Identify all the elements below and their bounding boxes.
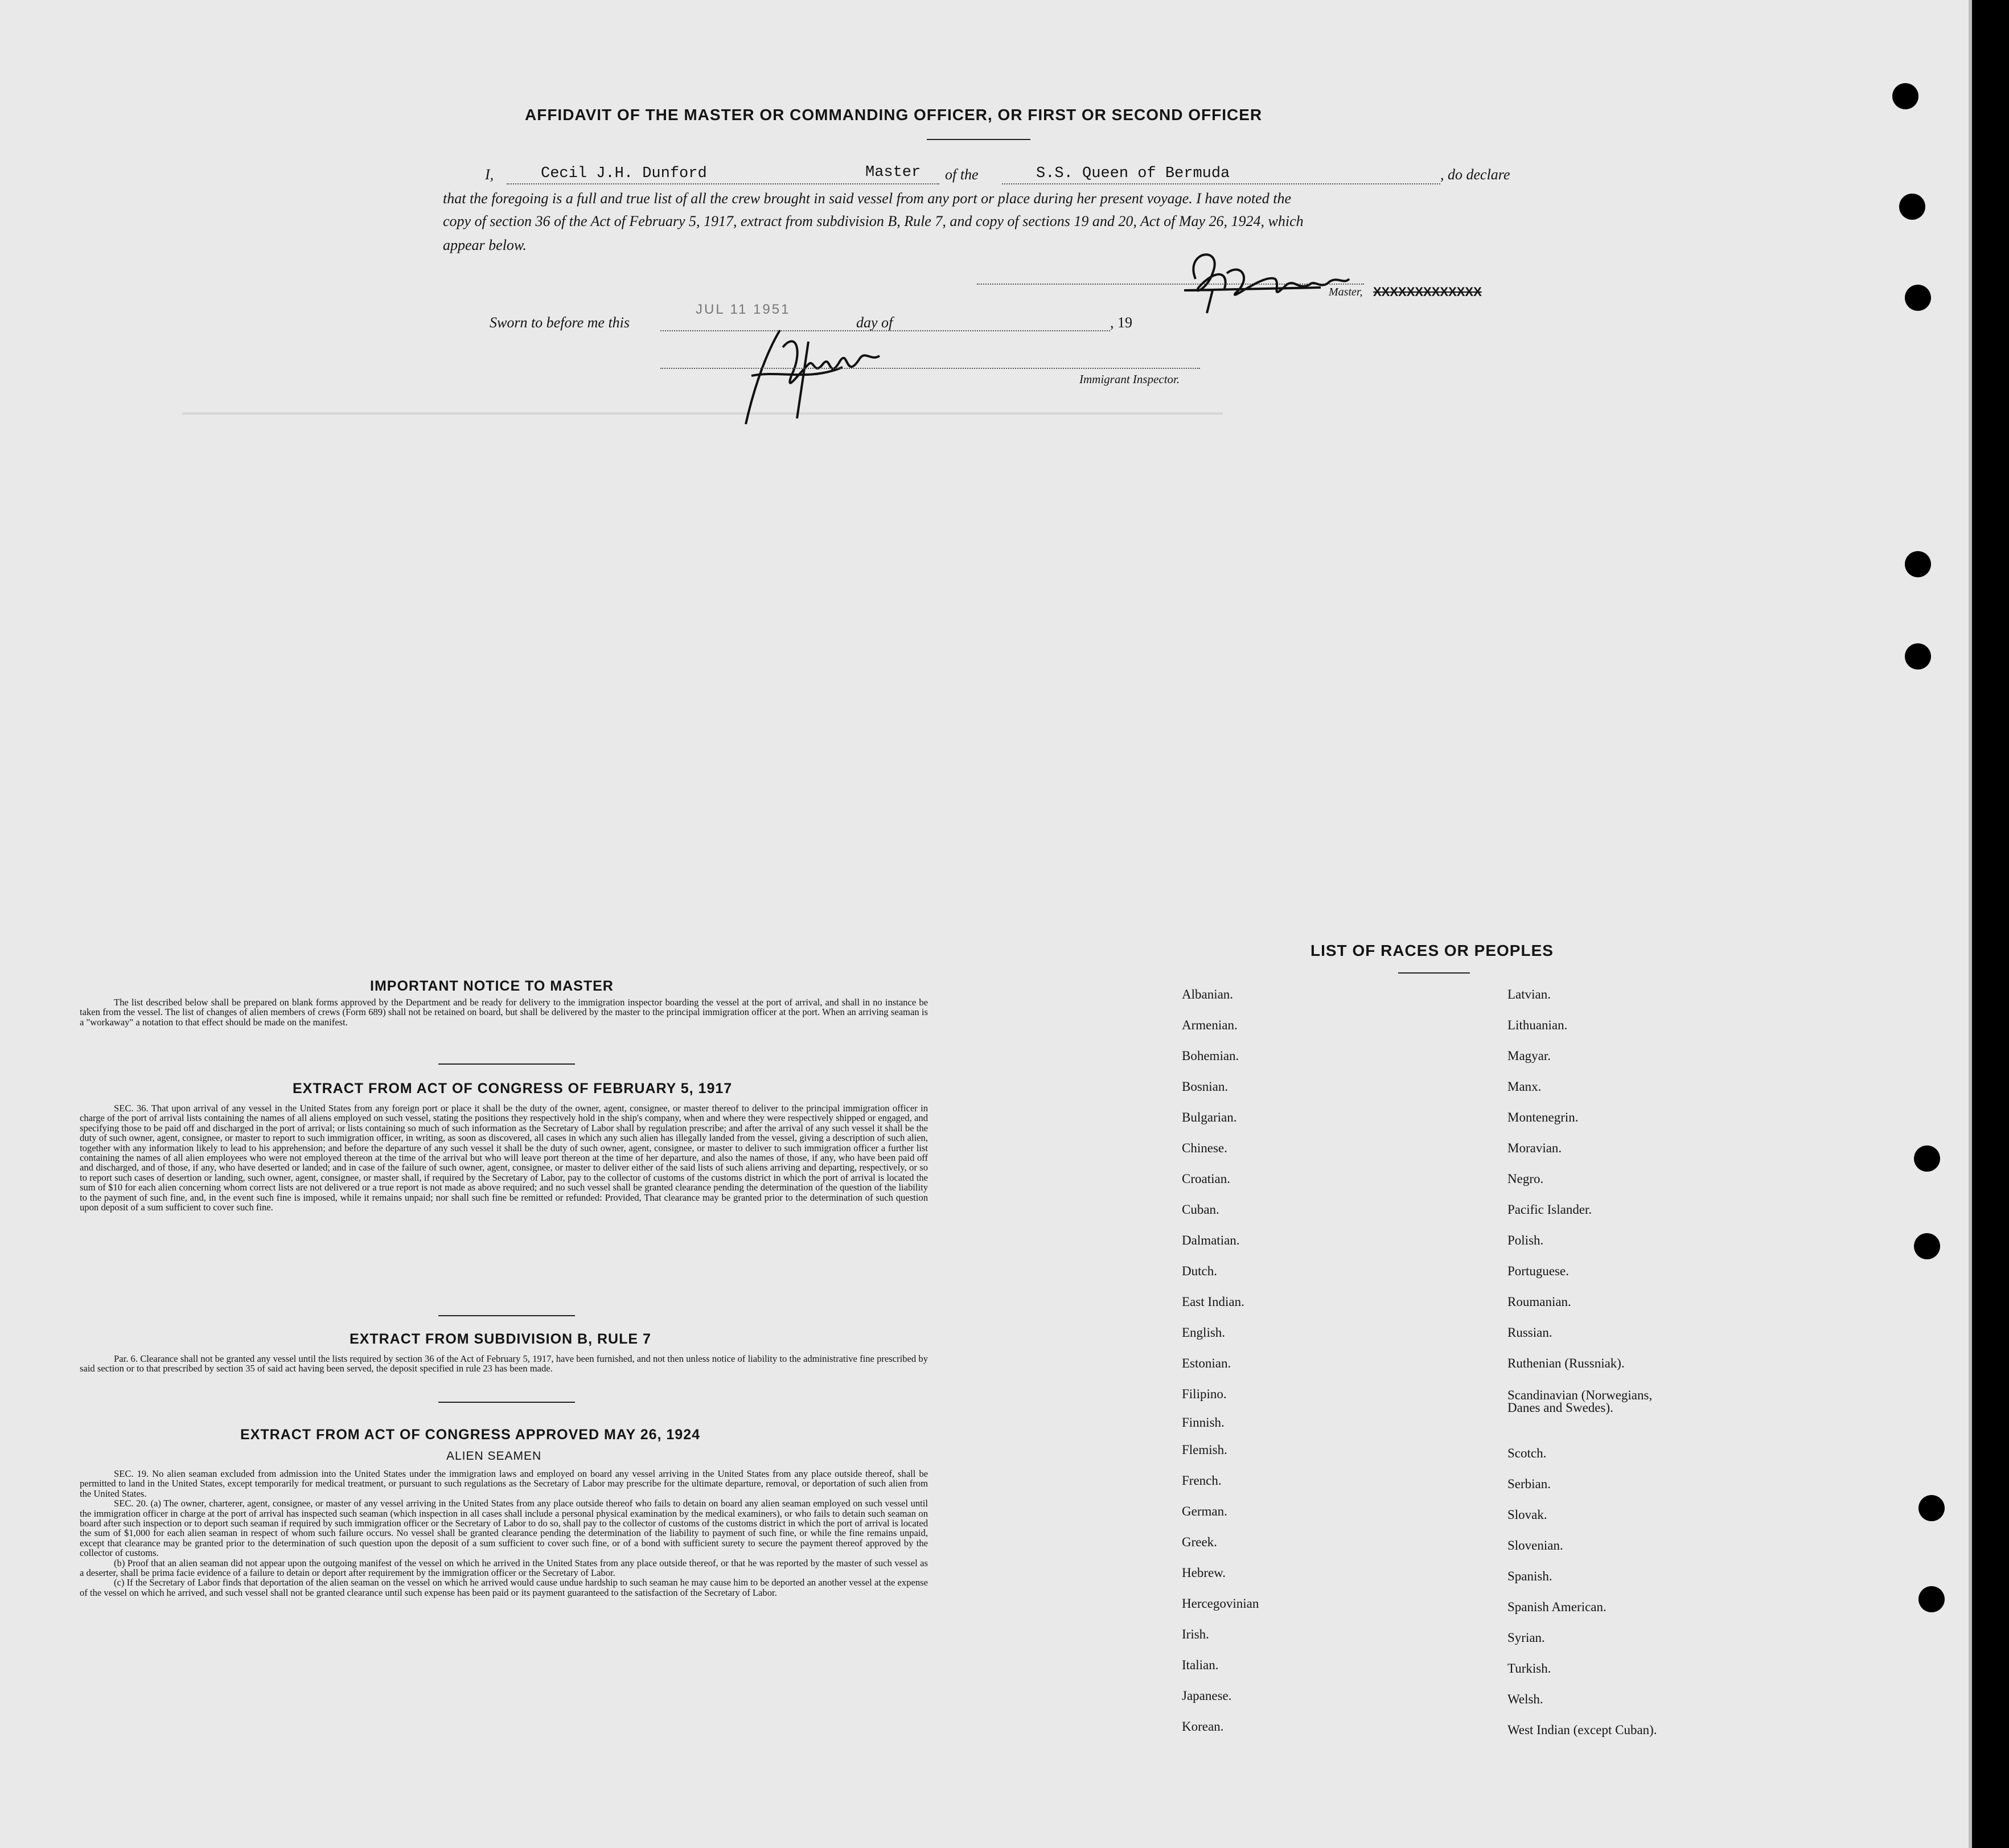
inspector-signature-line: [660, 368, 1200, 369]
race-entry: Filipino.: [1182, 1387, 1227, 1401]
race-entry: Bosnian.: [1182, 1079, 1229, 1094]
subdivision-title: EXTRACT FROM SUBDIVISION B, RULE 7: [350, 1331, 651, 1347]
notice-paragraph: The list described below shall be prepared on blank forms approved by the Department and be ready for delivery to the immigration inspector boarding the vessel at the port of arrival, and shall in no instance be taken from the vessel. The list of changes of alien members of crews (Form 689) shall not be retained on board, but shall be delivered by the master to the principal immigration officer at the port. When an arriving seaman is a "workaway" a notation to that effect should be made on the manifest.: [80, 997, 928, 1028]
affidavit-line-2: that the foregoing is a full and true list of all the crew brought in said vessel from any port or place during her present voyage. I have noted the: [443, 190, 1291, 207]
race-entry: Hebrew.: [1182, 1566, 1226, 1580]
punch-hole: [1905, 643, 1931, 670]
race-entry: English.: [1182, 1325, 1226, 1340]
race-entry: Japanese.: [1182, 1689, 1232, 1703]
race-entry: Hercegovinian: [1182, 1596, 1259, 1611]
paragraph-6: Par. 6. Clearance shall not be granted any vessel until the lists required by section 36 of the Act of February 5, 1917, have been furnished, and not then unless notice of liability to the administrative fine prescribed by said section or to that prescribed by section 35 of said act having been served, the deposit specified in rule 23 has been made.: [80, 1353, 928, 1374]
race-entry: Latvian.: [1507, 987, 1551, 1001]
race-entry: Dutch.: [1182, 1264, 1217, 1278]
name-fill-line: [507, 183, 939, 184]
bleed-through-row: ━━━━━━━━━━━━━━━━━━━━━━━━━━━━━━━━━━━━━━━━━━━━━━━━━━━━━━━━━━━━━━━━━━━━━━━━━━━━━━━━━━━━━━━━━━━━━━━━━━━━━━━━━━━━━━━━━━━━━━━━━━━━━━━━━━━━━━━━━━: [182, 408, 1223, 422]
alien-seamen-subtitle: ALIEN SEAMEN: [446, 1449, 542, 1463]
punch-hole: [1892, 83, 1918, 109]
race-entry: Russian.: [1507, 1325, 1552, 1340]
race-entry: Bohemian.: [1182, 1049, 1239, 1063]
section-19-paragraph: SEC. 19. No alien seaman excluded from admission into the United States under the immigration laws and employed on board any vessel arriving in the United States from any place outside thereof, shall be permitted to land in the United States, except temporarily for medical treatment, or pursuant to such regulations as the Secretary of Labor may prescribe for the ultimate departure, removal, or deportation of such alien from the United States.: [80, 1468, 928, 1499]
section-20b-paragraph: (b) Proof that an alien seaman did not appear upon the outgoing manifest of the vessel on which he arrived in the United States from any place outside thereof, or that he was reported by the master of such vessel as a deserter, shall be prima facie evidence of a failure to detain or deport after requirement by the immigration officer or the Secretary of Labor.: [80, 1557, 928, 1579]
race-entry: Manx.: [1507, 1079, 1542, 1094]
race-entry: Estonian.: [1182, 1356, 1231, 1370]
race-entry: Pacific Islander.: [1507, 1202, 1592, 1217]
races-title: LIST OF RACES OR PEOPLES: [1310, 942, 1554, 959]
do-declare-label: , do declare: [1440, 166, 1510, 183]
race-entry: Slovenian.: [1507, 1538, 1563, 1553]
race-entry: Portuguese.: [1507, 1264, 1569, 1278]
race-entry: West Indian (except Cuban).: [1507, 1723, 1657, 1737]
race-entry: Syrian.: [1507, 1631, 1545, 1645]
notice-title: IMPORTANT NOTICE TO MASTER: [370, 978, 614, 994]
race-entry: Albanian.: [1182, 987, 1234, 1001]
affidavit-line-3: copy of section 36 of the Act of February 5, 1917, extract from subdivision B, Rule 7, and copy of sections 19 and 20, Act of May 26, 1924, which: [443, 213, 1304, 229]
rank-field: Master: [865, 164, 921, 181]
extract-1924-text: [80, 1469, 928, 1598]
punch-hole: [1918, 1586, 1945, 1612]
race-entry: Negro.: [1507, 1172, 1544, 1186]
race-entry: Greek.: [1182, 1535, 1217, 1549]
section-20a-paragraph: SEC. 20. (a) The owner, charterer, agent, consignee, or master of any vessel arriving in the United States from any place outside thereof who fails to detain on board any alien seaman employed on such vessel until the immigration officer in charge at the port of arrival has inspected such seaman (which inspection in all cases shall include a personal physical examination by the medical examiners), or who fails to detain such seaman on board after such inspection or to deport such seaman if required by such immigration officer or the Secretary of Labor to do so, shall pay to the collector of customs of the customs district in which the port of arrival is located the sum of $1,000 for each alien seaman in respect of whom such failure occurs. No vessel shall be granted clearance pending the determination of the liability to payment of such fine, or while the fine remains unpaid, except that clearance may be granted prior to the determination of such question upon the deposit of a sum sufficient to cover such fine, or of a bond with sufficient surety to secure the payment thereof approved by the collector of customs.: [80, 1498, 928, 1559]
struck-out-title: XXXXXXXXXXXXX: [1373, 285, 1482, 299]
divider-2: [438, 1315, 575, 1316]
race-entry: Magyar.: [1507, 1049, 1551, 1063]
extract-1917-title: EXTRACT FROM ACT OF CONGRESS OF FEBRUARY 5, 1917: [293, 1081, 733, 1097]
punch-hole: [1905, 551, 1931, 577]
punch-hole: [1905, 285, 1931, 311]
date-stamp: JUL 11 1951: [696, 302, 791, 317]
race-entry: Scotch.: [1507, 1446, 1547, 1460]
race-entry: Danes and Swedes).: [1507, 1401, 1613, 1415]
master-name-field: Cecil J.H. Dunford: [541, 165, 707, 182]
race-entry: French.: [1182, 1473, 1222, 1488]
race-entry: Moravian.: [1507, 1141, 1562, 1155]
punch-hole: [1914, 1145, 1940, 1172]
inspector-signature: [729, 307, 922, 433]
section-36-paragraph: SEC. 36. That upon arrival of any vessel in the United States from any foreign port or place it shall be the duty of the owner, agent, consignee, or master thereof to deliver to the principal immigration officer in charge of the port of arrival lists containing the names of all aliens employed on such vessel, stating the positions they respectively hold in the ship's company, when and where they were respectively shipped or engaged, and specifying those to be paid off and discharged in the port of arrival; or lists containing so much of such information as the Secretary of Labor shall by regulation prescribe; and after the arrival of any such vessel it shall be the duty of such owner, agent, consignee, or master to report to such immigration officer, in writing, as soon as discovered, all cases in which any such alien has illegally landed from the vessel, giving a description of such alien, together with any information likely to lead to his apprehension; and before the departure of any such vessel it shall be the duty of such owner, agent, consignee, or master to deliver to such immigration officer a further list containing the names of all alien employees who were not employed thereon at the time of the arrival but who will leave port thereon at the time of her departure, and also the names of those, if any, who have been paid off and discharged, and of those, if any, who have deserted or landed; and in case of the failure of such owner, agent, consignee, or master to deliver either of the said lists of such aliens arriving and departing, respectively, or so to report such cases of desertion or landing, such owner, agent, consignee, or master shall, if required by the Secretary of Labor, pay to the collector of customs of the customs district in which the port of arrival is located the sum of $10 for each alien concerning whom correct lists are not delivered or a true report is not made as above required; and no such vessel shall be granted clearance pending the determination of the question of the liability to the payment of such fine, and, in the event such fine is imposed, while it remains unpaid; nor shall such fine be remitted or refunded: Provided, That clearance may be granted prior to the determination of such question upon deposit of a sum sufficient to cover such fine.: [80, 1103, 928, 1213]
race-entry: Montenegrin.: [1507, 1110, 1579, 1124]
race-entry: Italian.: [1182, 1658, 1219, 1672]
vessel-fill-line: [1002, 183, 1440, 184]
race-entry: Armenian.: [1182, 1018, 1238, 1032]
race-entry: Finnish.: [1182, 1415, 1225, 1430]
race-entry: Turkish.: [1507, 1661, 1551, 1675]
race-entry: Lithuanian.: [1507, 1018, 1568, 1032]
section-20c-paragraph: (c) If the Secretary of Labor finds that deportation of the alien seaman on the vessel on which he arrived would cause undue hardship to such seaman he may cause him to be deported an another vessel at the expense of the vessel on which he arrived, and such vessel shall not be granted clearance until such expense has been paid or its payment guaranteed to the satisfaction of the Secretary of Labor.: [80, 1577, 928, 1598]
punch-hole: [1899, 194, 1925, 220]
race-entry: Flemish.: [1182, 1443, 1227, 1457]
of-the-label: of the: [945, 166, 979, 183]
vessel-name-field: S.S. Queen of Bermuda: [1036, 165, 1230, 182]
affidavit-i-label: I,: [485, 166, 494, 183]
race-entry: Ruthenian (Russniak).: [1507, 1356, 1625, 1370]
race-entry: Dalmatian.: [1182, 1233, 1240, 1247]
race-entry: Bulgarian.: [1182, 1110, 1237, 1124]
inspector-caption: Immigrant Inspector.: [1079, 372, 1180, 386]
day-of-label: day of: [856, 314, 893, 331]
master-caption: Master,: [1329, 286, 1363, 298]
race-entry: Roumanian.: [1507, 1295, 1571, 1309]
races-divider: [1398, 972, 1470, 974]
year-prefix: , 19: [1110, 314, 1132, 331]
race-entry: Cuban.: [1182, 1202, 1219, 1217]
race-entry: Serbian.: [1507, 1477, 1551, 1491]
affidavit-title: AFFIDAVIT OF THE MASTER OR COMMANDING OFFICER, OR FIRST OR SECOND OFFICER: [525, 106, 1263, 124]
extract-1917-text: [80, 1103, 928, 1212]
sworn-label: Sworn to before me this: [490, 314, 630, 331]
divider-1: [438, 1063, 575, 1065]
race-entry: Polish.: [1507, 1233, 1544, 1247]
punch-hole: [1918, 1495, 1945, 1521]
race-entry: Irish.: [1182, 1627, 1209, 1641]
race-entry: Korean.: [1182, 1719, 1224, 1734]
race-entry: Croatian.: [1182, 1172, 1230, 1186]
race-entry: German.: [1182, 1504, 1227, 1518]
race-entry: Chinese.: [1182, 1141, 1227, 1155]
race-entry: Spanish.: [1507, 1569, 1552, 1583]
subdivision-text: [80, 1354, 928, 1374]
master-signature: [1173, 239, 1366, 319]
race-entry: Spanish American.: [1507, 1600, 1607, 1614]
race-entry: Slovak.: [1507, 1508, 1547, 1522]
divider-3: [438, 1402, 575, 1403]
title-divider: [927, 139, 1030, 140]
race-entry: Welsh.: [1507, 1692, 1543, 1706]
race-entry: Scandinavian (Norwegians,: [1507, 1388, 1653, 1402]
notice-text: [80, 997, 928, 1027]
punch-hole: [1914, 1233, 1940, 1259]
extract-1924-title: EXTRACT FROM ACT OF CONGRESS APPROVED MAY 26, 1924: [240, 1427, 701, 1443]
race-entry: East Indian.: [1182, 1295, 1244, 1309]
affidavit-line-4: appear below.: [443, 237, 527, 253]
